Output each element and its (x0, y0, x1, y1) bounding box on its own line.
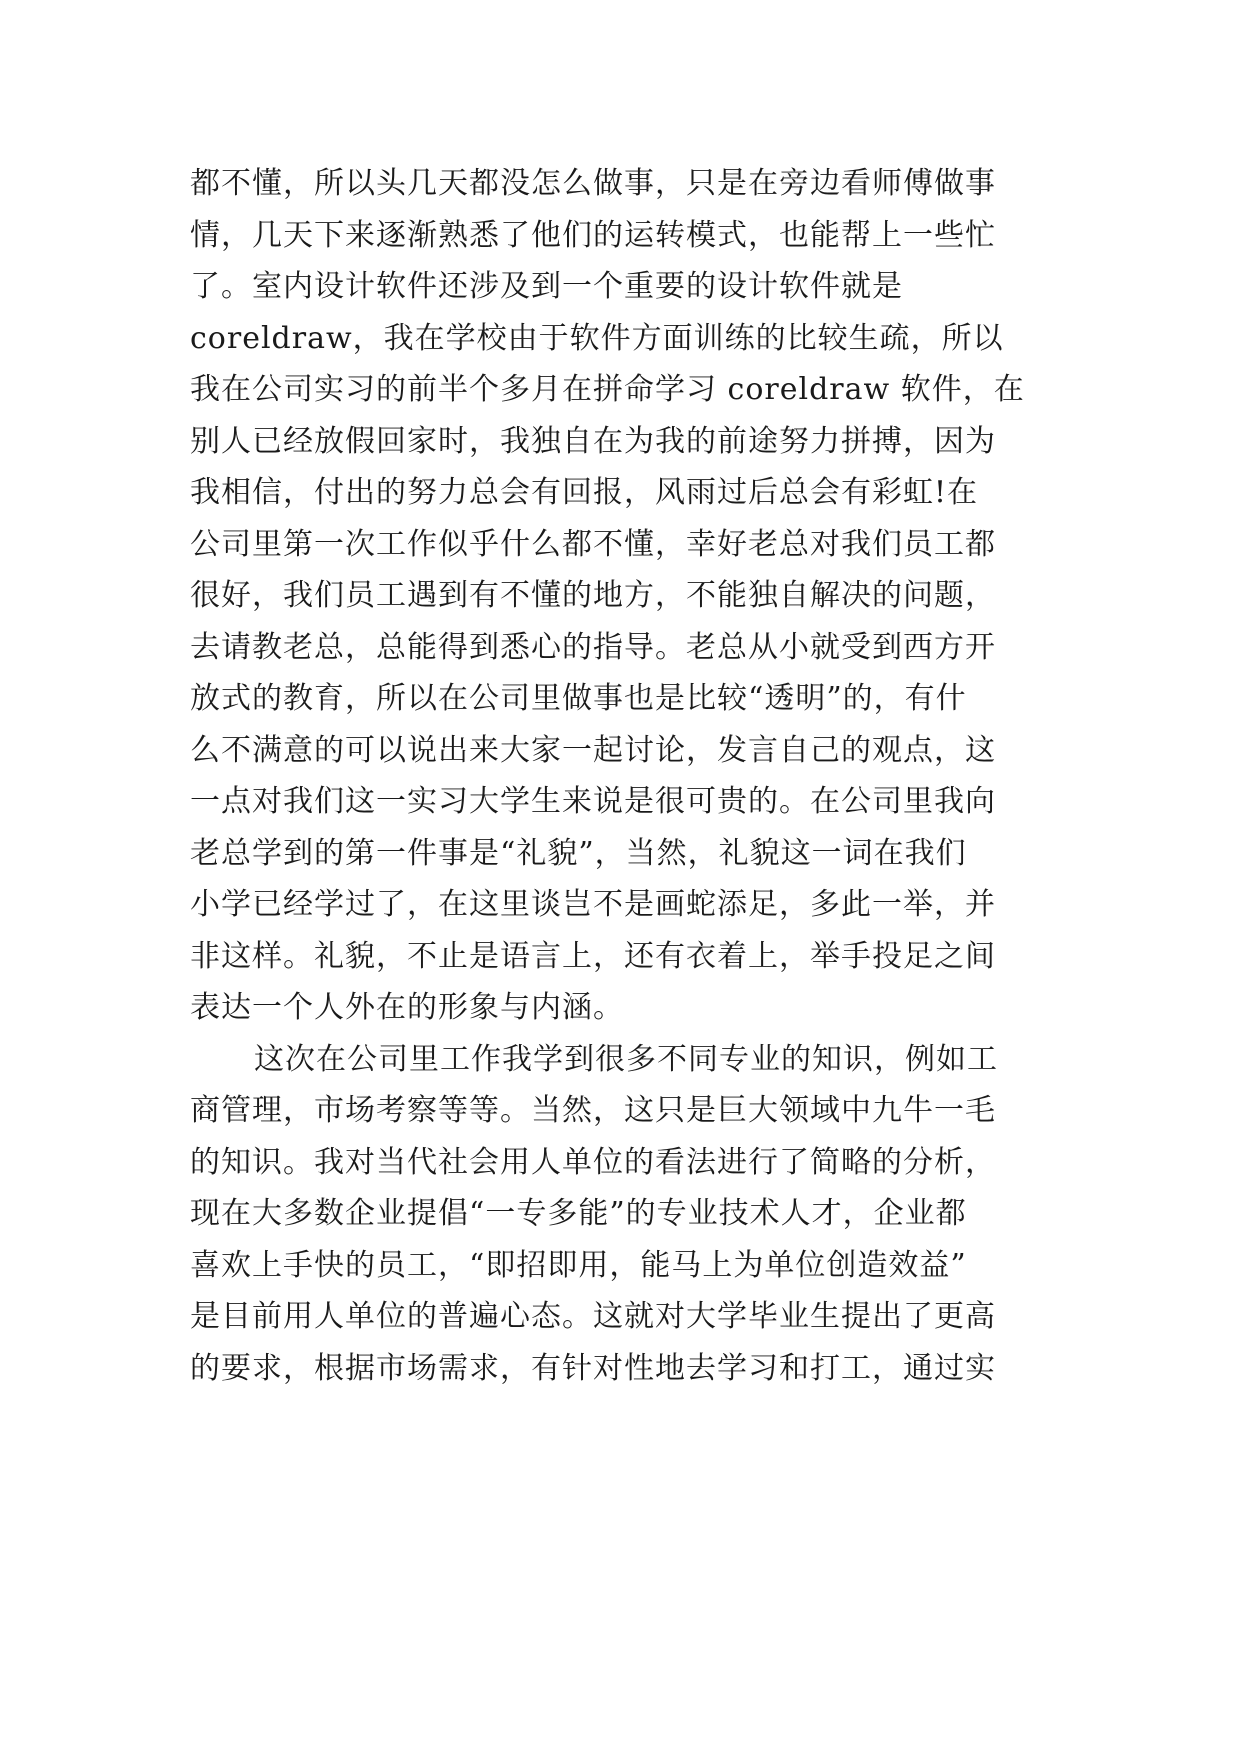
paragraph-1 (190, 158, 1070, 1034)
paragraph-1-line: 了。室内设计软件还涉及到一个重要的设计软件就是 (190, 269, 903, 304)
paragraph-1-line: 我在公司实习的前半个多月在拼命学习 coreldraw 软件，在 (190, 372, 1025, 407)
paragraph-2-line: 是目前用人单位的普遍心态。这就对大学毕业生提出了更高 (190, 1299, 996, 1334)
paragraph-1-line: 非这样。礼貌，不止是语言上，还有衣着上，举手投足之间 (190, 938, 996, 974)
document-body (190, 158, 1070, 1394)
paragraph-1-line: 放式的教育，所以在公司里做事也是比较“透明”的，有什 (190, 681, 967, 716)
paragraph-1-line: 公司里第一次工作似乎什么都不懂，幸好老总对我们员工都 (190, 526, 996, 562)
paragraph-1-line: 情，几天下来逐渐熟悉了他们的运转模式，也能帮上一些忙 (190, 217, 996, 253)
paragraph-1-line: 小学已经学过了，在这里谈岂不是画蛇添足，多此一举，并 (190, 887, 996, 922)
paragraph-2-line: 的知识。我对当代社会用人单位的看法进行了简略的分析， (190, 1144, 996, 1180)
paragraph-1-line: 去请教老总，总能得到悉心的指导。老总从小就受到西方开 (190, 629, 996, 665)
paragraph-1-line: coreldraw，我在学校由于软件方面训练的比较生疏，所以 (190, 320, 1004, 356)
paragraph-2-line: 商管理，市场考察等等。当然，这只是巨大领域中九牛一毛 (190, 1093, 996, 1128)
paragraph-1-line: 都不懂，所以头几天都没怎么做事，只是在旁边看师傅做事 (190, 166, 996, 201)
paragraph-1-line: 别人已经放假回家时，我独自在为我的前途努力拼搏，因为 (190, 423, 996, 459)
paragraph-1-line: 表达一个人外在的形象与内涵。 (190, 990, 624, 1025)
paragraph-1-line: 一点对我们这一实习大学生来说是很可贵的。在公司里我向 (190, 784, 996, 819)
paragraph-2-line: 这次在公司里工作我学到很多不同专业的知识，例如工 (254, 1041, 998, 1077)
paragraph-2-line: 喜欢上手快的员工，“即招即用，能马上为单位创造效益” (190, 1247, 967, 1283)
paragraph-1-line: 老总学到的第一件事是“礼貌”，当然，礼貌这一词在我们 (190, 835, 967, 871)
paragraph-1-line: 很好，我们员工遇到有不懂的地方，不能独自解决的问题， (190, 578, 996, 613)
paragraph-2 (190, 1034, 1070, 1395)
paragraph-1-line: 么不满意的可以说出来大家一起讨论，发言自己的观点，这 (190, 732, 996, 768)
paragraph-1-line: 我相信，付出的努力总会有回报，风雨过后总会有彩虹!在 (190, 475, 979, 510)
paragraph-2-line: 现在大多数企业提倡“一专多能”的专业技术人才，企业都 (190, 1196, 967, 1231)
paragraph-2-line: 的要求，根据市场需求，有针对性地去学习和打工，通过实 (190, 1350, 996, 1386)
